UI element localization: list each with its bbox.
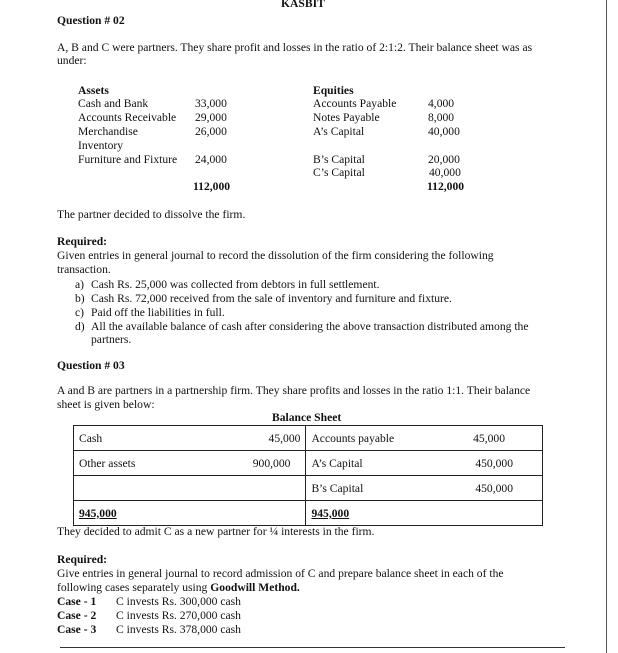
equities-total: 112,000 — [427, 180, 465, 193]
asset-label: Accounts Receivable — [78, 111, 177, 124]
case-label: Case - 3 — [57, 623, 97, 636]
list-marker: a) — [75, 278, 85, 291]
list-item: Cash Rs. 72,000 received from the sale of inventory and furniture and fixture. — [91, 292, 452, 305]
asset-value: 26,000 — [195, 125, 227, 138]
asset-value: 33,000 — [195, 97, 227, 110]
cell-value: 450,000 — [475, 456, 513, 470]
header-title: KASBIT — [281, 0, 325, 10]
equity-label: Notes Payable — [313, 111, 380, 124]
cell-label: Other assets — [79, 456, 136, 470]
cell-value: 45,000 — [268, 431, 301, 445]
q2-intro-cont: under: — [57, 54, 87, 67]
list-item-cont: partners. — [91, 333, 132, 346]
page-border — [606, 0, 607, 653]
equity-value: 4,000 — [428, 97, 455, 110]
q2-intro: A, B and C were partners. They share profit and losses in the ratio of 2:1:2. Their balance sheet was as — [57, 41, 533, 54]
q3-title: Question # 03 — [57, 359, 125, 372]
asset-label: Furniture and Fixture — [78, 153, 178, 166]
cell-label: B’s Capital — [311, 481, 364, 495]
q2-statement: The partner decided to dissolve the firm. — [57, 208, 246, 221]
equity-value: 20,000 — [428, 153, 460, 166]
q3-intro: A and B are partners in a partnership firm. They share profits and losses in the ratio 1:1. Their balance — [57, 384, 531, 397]
equities-heading: Equities — [313, 84, 354, 97]
table-row — [74, 451, 543, 476]
cell-label: Cash — [79, 431, 103, 445]
cell-label: A’s Capital — [311, 456, 363, 470]
case-label: Case - 1 — [57, 595, 97, 608]
asset-label: Cash and Bank — [78, 97, 149, 110]
asset-value: 29,000 — [195, 111, 227, 124]
case-text: C invests Rs. 300,000 cash — [116, 595, 241, 608]
list-item: All the available balance of cash after considering the above transaction distributed among the — [91, 320, 529, 333]
asset-label: Merchandise — [78, 125, 138, 138]
q3-required-text: Give entries in general journal to record admission of C and prepare balance sheet in each of the — [57, 567, 504, 580]
list-marker: d) — [75, 320, 85, 333]
q2-required-label: Required: — [57, 235, 108, 248]
list-marker: b) — [75, 292, 85, 305]
footer-divider — [60, 647, 565, 648]
q3-intro-cont: sheet is given below: — [57, 398, 155, 411]
text: following cases separately using — [57, 581, 211, 594]
q2-title: Question # 02 — [57, 14, 125, 27]
assets-heading: Assets — [78, 84, 109, 97]
q2-required-text-cont: transaction. — [57, 263, 111, 276]
list-marker: c) — [75, 306, 85, 319]
equity-value: 8,000 — [428, 111, 455, 124]
assets-total: 112,000 — [193, 180, 231, 193]
asset-value: 24,000 — [195, 153, 227, 166]
equity-value: 40,000 — [428, 125, 460, 138]
list-item: Paid off the liabilities in full. — [91, 306, 225, 319]
list-item: Cash Rs. 25,000 was collected from debtors in full settlement. — [91, 278, 380, 291]
table-total-row — [74, 501, 543, 526]
equity-value: 40,000 — [429, 166, 461, 179]
cell-label: Accounts payable — [311, 431, 395, 445]
case-label: Case - 2 — [57, 609, 97, 622]
table-row — [74, 426, 543, 451]
cell-value: 450,000 — [475, 481, 513, 495]
total-right: 945,000 — [311, 506, 350, 520]
balance-sheet-table — [73, 425, 543, 526]
table-row — [74, 476, 543, 501]
case-text: C invests Rs. 378,000 cash — [116, 623, 241, 636]
emphasis: Goodwill Method. — [210, 581, 300, 594]
cell-value: 900,000 — [252, 456, 291, 470]
total-left: 945,000 — [79, 506, 117, 520]
q3-statement: They decided to admit C as a new partner for ¼ interests in the firm. — [57, 525, 375, 538]
q2-required-text: Given entries in general journal to record the dissolution of the firm considering the following — [57, 249, 494, 262]
equity-label: A’s Capital — [313, 125, 365, 138]
cell-value: 45,000 — [473, 431, 505, 445]
equity-label: C’s Capital — [313, 166, 365, 179]
q3-required-text-cont — [57, 581, 300, 595]
asset-label: Inventory — [78, 139, 124, 152]
equity-label: B’s Capital — [313, 153, 365, 166]
case-text: C invests Rs. 270,000 cash — [116, 609, 241, 622]
q3-required-label: Required: — [57, 553, 108, 566]
equity-label: Accounts Payable — [313, 97, 397, 110]
balance-sheet-title: Balance Sheet — [272, 411, 342, 424]
